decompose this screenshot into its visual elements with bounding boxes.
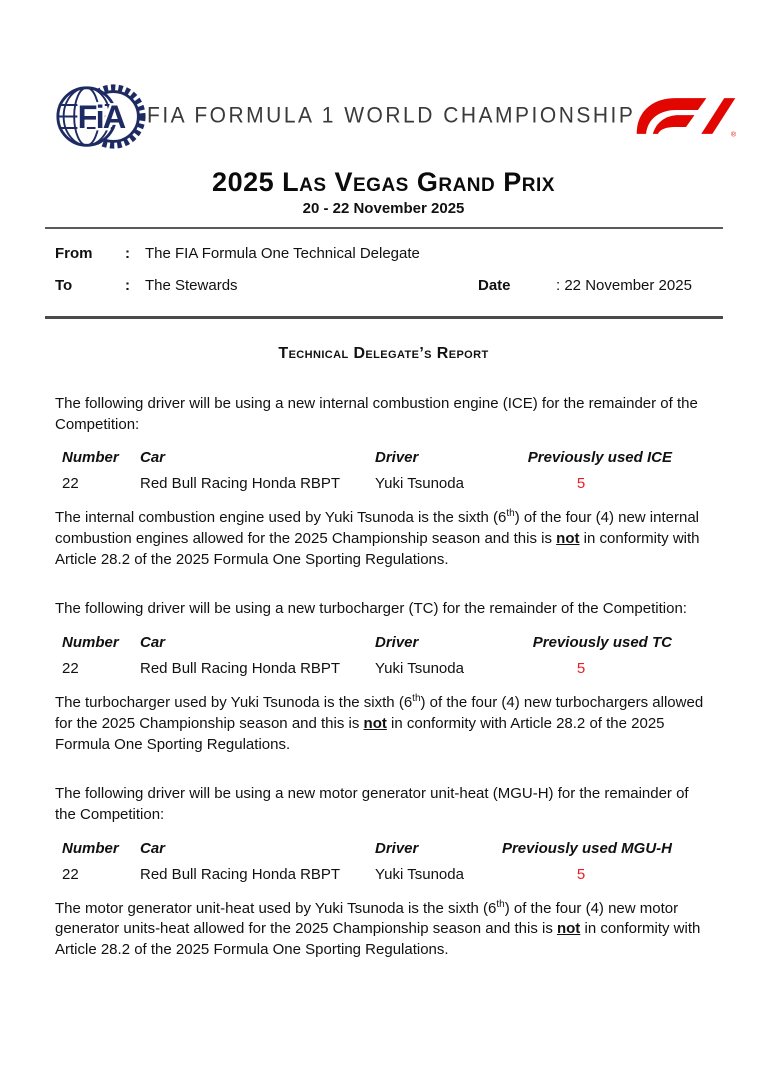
table-header-row [62,836,712,862]
column-header-1: Car [140,839,166,857]
divider-meta [45,316,723,319]
text-segment: ) of the four (4) new turbochargers allowed for the 2025 Championship season and this is [55,694,704,732]
table-cell-1: Red Bull Racing Honda RBPT [140,660,341,678]
components-table [62,836,712,888]
text-segment: not [363,714,387,732]
to-label: To [55,277,73,294]
text-segment: th [506,508,515,520]
column-header-2: Driver [375,449,419,467]
sections [55,394,712,961]
column-header-3: Previously used ICE [527,449,672,467]
text-segment: in conformity with Article 28.2 of the 2025 Formula One Sporting Regulations. [55,714,665,753]
date-colon: : [556,277,561,294]
section-conclusion [55,508,712,570]
components-table [62,630,712,682]
text-segment: not [556,530,580,548]
svg-text:FiA: FiA [77,98,125,135]
date-label: Date [478,277,511,294]
to-row [55,277,712,294]
text-segment: not [556,920,581,938]
column-header-2: Driver [375,634,419,652]
column-header-0: Number [62,449,119,467]
event-dates: 20 - 22 November 2025 [302,200,465,217]
table-cell-0: 22 [62,660,79,678]
section-conclusion [55,899,712,961]
from-colon: : [125,245,130,262]
section-intro: The following driver will be using a new motor generator unit-heat (MGU-H) for the remainder of the Competition: [55,785,689,823]
event-title: 2025 Las Vegas Grand Prix [212,167,555,197]
table-row [62,862,712,888]
table-cell-1: Red Bull Racing Honda RBPT [140,475,341,493]
table-cell-2: Yuki Tsunoda [375,660,464,678]
section-intro: The following driver will be using a new internal combustion engine (ICE) for the remainder of the Competition: [55,395,698,433]
section-intro: The following driver will be using a new turbocharger (TC) for the remainder of the Competition: [55,600,687,618]
title-block [55,167,712,217]
text-segment: ) of the four (4) new motor generator units-heat allowed for the 2025 Championship season and this is [55,899,679,938]
text-segment: The motor generator unit-heat used by Yuki Tsunoda is the sixth (6 [55,899,497,917]
section-conclusion [55,693,712,755]
text-segment: th [412,693,421,705]
from-row [55,245,712,262]
column-header-1: Car [140,449,166,467]
components-table [62,445,712,497]
column-header-3: Previously used TC [532,634,672,652]
text-segment: ) of the four (4) new internal combustion engines allowed for the 2025 Championship season and this is [55,509,700,548]
table-cell-0: 22 [62,475,79,493]
text-segment: The turbocharger used by Yuki Tsunoda is the sixth (6 [55,694,413,712]
registered-mark: ® [731,131,737,138]
to-value: The Stewards [145,277,238,294]
to-colon: : [125,277,130,294]
report-section-2 [55,599,712,755]
column-header-0: Number [62,839,119,857]
document-header [55,78,737,154]
championship-title: FIA FORMULA 1 WORLD CHAMPIONSHIP [147,103,636,128]
table-cell-3: 5 [576,660,586,678]
report-section-1 [55,394,712,570]
meta-block [55,245,712,294]
divider-top [45,227,723,229]
column-header-0: Number [62,634,119,652]
table-cell-2: Yuki Tsunoda [375,865,464,883]
column-header-1: Car [140,634,166,652]
table-row [62,656,712,682]
report-section-3 [55,784,712,960]
fia-logo-icon [55,79,147,154]
from-value: The FIA Formula One Technical Delegate [145,245,420,262]
table-cell-2: Yuki Tsunoda [375,475,464,493]
table-row [62,471,712,497]
text-segment: in conformity with Article 28.2 of the 2025 Formula One Sporting Regulations. [55,530,700,568]
table-cell-1: Red Bull Racing Honda RBPT [140,865,341,883]
f1-logo-icon [635,94,737,138]
table-header-row [62,630,712,656]
column-header-3: Previously used MGU-H [501,839,672,857]
date-value: : 22 November 2025 [556,277,692,294]
table-cell-3: 5 [576,475,586,493]
table-cell-3: 5 [576,865,586,883]
report-title: Technical Delegate’s Report [278,345,489,362]
from-label: From [55,245,93,262]
text-segment: th [496,898,505,910]
table-header-row [62,445,712,471]
text-segment: in conformity with Article 28.2 of the 2025 Formula One Sporting Regulations. [55,920,701,958]
column-header-2: Driver [375,839,419,857]
text-segment: The internal combustion engine used by Yuki Tsunoda is the sixth (6 [55,509,507,527]
table-cell-0: 22 [62,865,79,883]
